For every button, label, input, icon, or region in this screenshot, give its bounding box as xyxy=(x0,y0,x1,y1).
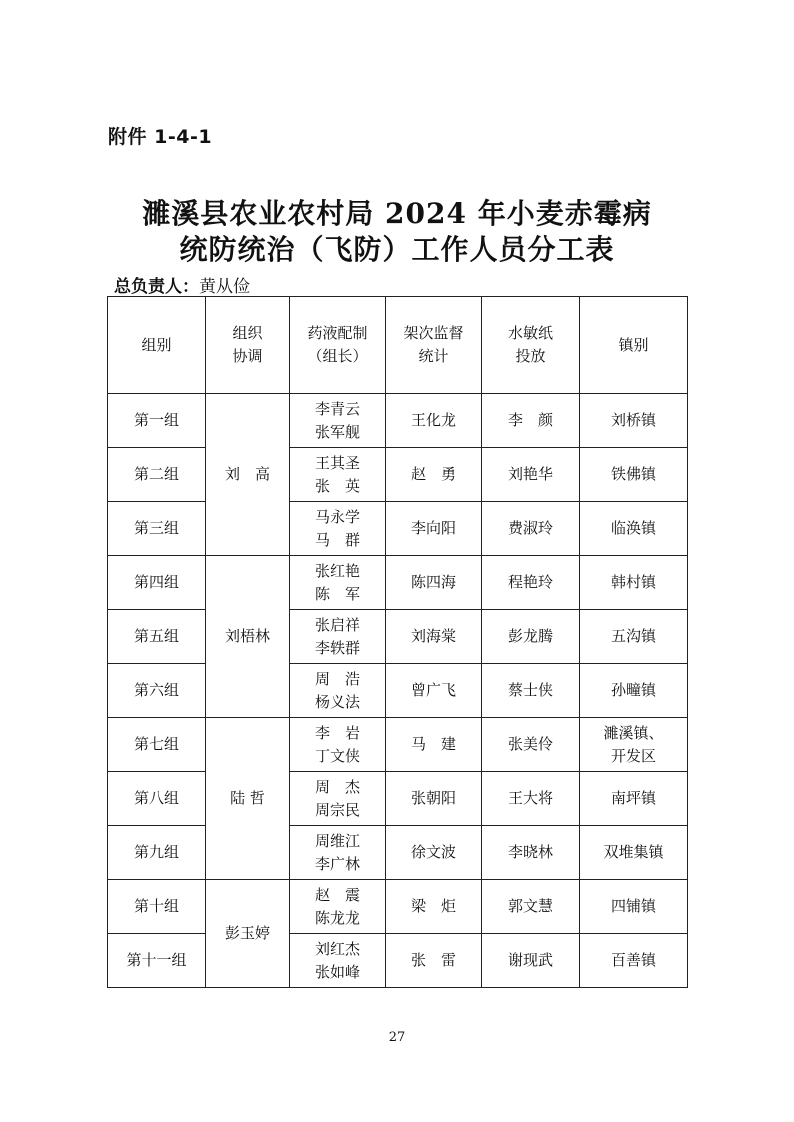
paper-cell: 王大将 xyxy=(482,772,580,826)
town-cell: 南坪镇 xyxy=(580,772,688,826)
paper-cell: 蔡士侠 xyxy=(482,664,580,718)
mixing-cell: 马永学 马 群 xyxy=(290,502,386,556)
supervision-cell: 梁 炬 xyxy=(386,880,482,934)
supervision-cell: 张朝阳 xyxy=(386,772,482,826)
town-cell: 百善镇 xyxy=(580,934,688,988)
supervision-cell: 曾广飞 xyxy=(386,664,482,718)
mixing-cell: 张红艳 陈 军 xyxy=(290,556,386,610)
table-row xyxy=(108,826,688,880)
supervision-cell: 陈四海 xyxy=(386,556,482,610)
paper-cell: 程艳玲 xyxy=(482,556,580,610)
supervision-cell: 刘海棠 xyxy=(386,610,482,664)
supervision-cell: 李向阳 xyxy=(386,502,482,556)
town-cell: 四铺镇 xyxy=(580,880,688,934)
town-cell: 濉溪镇、 开发区 xyxy=(580,718,688,772)
table-row xyxy=(108,934,688,988)
town-cell: 孙疃镇 xyxy=(580,664,688,718)
table-header-row xyxy=(108,297,688,394)
group-cell: 第二组 xyxy=(108,448,206,502)
supervision-cell: 张 雷 xyxy=(386,934,482,988)
town-cell: 双堆集镇 xyxy=(580,826,688,880)
mixing-cell: 周维江 李广林 xyxy=(290,826,386,880)
mixing-cell: 李青云 张军舰 xyxy=(290,394,386,448)
mixing-cell: 赵 震 陈龙龙 xyxy=(290,880,386,934)
attachment-label: 附件 1-4-1 xyxy=(108,126,213,148)
group-cell: 第九组 xyxy=(108,826,206,880)
group-cell: 第十组 xyxy=(108,880,206,934)
group-cell: 第三组 xyxy=(108,502,206,556)
group-cell: 第五组 xyxy=(108,610,206,664)
table-row xyxy=(108,610,688,664)
town-cell: 铁佛镇 xyxy=(580,448,688,502)
town-cell: 韩村镇 xyxy=(580,556,688,610)
table-row xyxy=(108,502,688,556)
table-row xyxy=(108,394,688,448)
group-cell: 第七组 xyxy=(108,718,206,772)
chief-leader-label: 总负责人： xyxy=(114,277,199,297)
town-cell: 五沟镇 xyxy=(580,610,688,664)
chief-leader xyxy=(114,272,250,297)
table-row xyxy=(108,880,688,934)
document-title-line-2: 统防统治（飞防）工作人员分工表 xyxy=(179,233,615,266)
assignment-table xyxy=(107,296,688,988)
group-cell: 第八组 xyxy=(108,772,206,826)
paper-cell: 张美伶 xyxy=(482,718,580,772)
group-cell: 第一组 xyxy=(108,394,206,448)
paper-cell: 费淑玲 xyxy=(482,502,580,556)
header-paper: 水敏纸 投放 xyxy=(482,297,580,394)
header-town: 镇别 xyxy=(580,297,688,394)
header-group: 组别 xyxy=(108,297,206,394)
group-cell: 第十一组 xyxy=(108,934,206,988)
mixing-cell: 周 杰 周宗民 xyxy=(290,772,386,826)
document-title-line-1: 濉溪县农业农村局 2024 年小麦赤霉病 xyxy=(142,197,652,230)
supervision-cell: 赵 勇 xyxy=(386,448,482,502)
paper-cell: 李 颜 xyxy=(482,394,580,448)
group-cell: 第六组 xyxy=(108,664,206,718)
mixing-cell: 李 岩 丁文侠 xyxy=(290,718,386,772)
town-cell: 刘桥镇 xyxy=(580,394,688,448)
table-row xyxy=(108,664,688,718)
paper-cell: 彭龙腾 xyxy=(482,610,580,664)
table-row xyxy=(108,448,688,502)
page-number: 27 xyxy=(388,1030,406,1045)
group-cell: 第四组 xyxy=(108,556,206,610)
table-row xyxy=(108,556,688,610)
mixing-cell: 周 浩 杨义法 xyxy=(290,664,386,718)
mixing-cell: 王其圣 张 英 xyxy=(290,448,386,502)
chief-leader-name: 黄从俭 xyxy=(199,277,250,297)
coordinator-cell: 刘 高 xyxy=(206,394,290,556)
coordinator-cell: 彭玉婷 xyxy=(206,880,290,988)
supervision-cell: 徐文波 xyxy=(386,826,482,880)
town-cell: 临涣镇 xyxy=(580,502,688,556)
coordinator-cell: 刘梧林 xyxy=(206,556,290,718)
paper-cell: 谢现武 xyxy=(482,934,580,988)
supervision-cell: 王化龙 xyxy=(386,394,482,448)
table-row xyxy=(108,772,688,826)
coordinator-cell: 陆 哲 xyxy=(206,718,290,880)
paper-cell: 李晓林 xyxy=(482,826,580,880)
paper-cell: 刘艳华 xyxy=(482,448,580,502)
paper-cell: 郭文慧 xyxy=(482,880,580,934)
table-row xyxy=(108,718,688,772)
header-mixing: 药液配制 （组长） xyxy=(290,297,386,394)
header-coordinate: 组织 协调 xyxy=(206,297,290,394)
mixing-cell: 刘红杰 张如峰 xyxy=(290,934,386,988)
supervision-cell: 马 建 xyxy=(386,718,482,772)
header-supervision: 架次监督 统计 xyxy=(386,297,482,394)
mixing-cell: 张启祥 李轶群 xyxy=(290,610,386,664)
